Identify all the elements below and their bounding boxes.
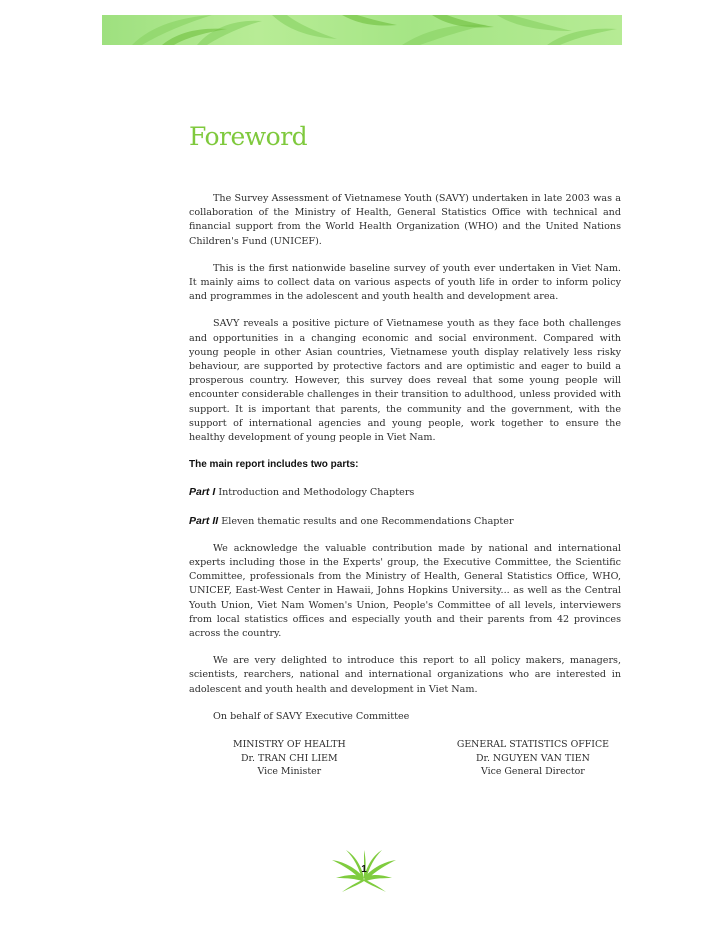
signature-right-name: Dr. NGUYEN VAN TIEN	[476, 752, 590, 764]
part-one	[189, 485, 621, 500]
signature-right-org: GENERAL STATISTICS OFFICE	[456, 739, 609, 751]
signature-left-title: Vice Minister	[257, 765, 322, 777]
page-title: Foreword	[189, 122, 308, 151]
main-report-heading: The main report includes two parts:	[189, 459, 359, 471]
page-footer	[328, 848, 400, 892]
on-behalf-line: On behalf of SAVY Executive Committee	[213, 710, 410, 722]
part-two-text: Eleven thematic results and one Recommendations Chapter	[221, 515, 514, 527]
paragraph-intro: The Survey Assessment of Vietnamese Youth (SAVY) undertaken in late 2003 was a collaboration of the Ministry of Health, General Statistics Office with technical and financial support from the World Health Organization (WHO) and the United Nations Children's Fund (UNICEF).	[189, 193, 621, 247]
signature-right	[457, 738, 609, 778]
signature-block	[189, 738, 621, 778]
paragraph-introduction-to-readers: We are very delighted to introduce this report to all policy makers, managers, scientists, rearchers, national and international organizations who are interested in adolescent and youth health and development in Viet Nam.	[189, 655, 621, 695]
paragraph-purpose: This is the first nationwide baseline survey of youth ever undertaken in Viet Nam. It mainly aims to collect data on various aspects of youth life in order to inform policy and programmes in the adolescent and youth health and development area.	[189, 262, 621, 303]
part-one-label: Part I	[189, 486, 216, 499]
signature-left	[233, 738, 346, 778]
part-two-label: Part II	[189, 514, 219, 527]
paragraph-findings: SAVY reveals a positive picture of Vietnamese youth as they face both challenges and opportunities in a changing economic and social environment. Compared with young people in other Asian countries, Vietnamese youth display relatively less risky behaviour, are supported by protective factors and are optimistic and eager to build a prosperous country. However, this survey does reveal that some young people will encounter considerable challenges in their transition to adulthood, unless provided with support. It is important that parents, the community and the government, with the support of international agencies and young people, work together to ensure the healthy development of young people in Viet Nam.	[189, 318, 621, 444]
page-number: 1	[361, 864, 367, 875]
signature-left-org: MINISTRY OF HEALTH	[233, 739, 346, 751]
part-two	[189, 514, 621, 529]
foreword-body	[189, 192, 621, 778]
signature-right-title: Vice General Director	[481, 765, 585, 777]
paragraph-acknowledgement: We acknowledge the valuable contribution made by national and international experts including those in the Experts' group, the Executive Committee, the Scientific Committee, professionals from the Ministry of Health, General Statistics Office, WHO, UNICEF, East-West Center in Hawaii, Johns Hopkins University... as well as the Central Youth Union, Viet Nam Women's Union, People's Committee of all levels, interviewers from local statistics offices and especially youth and their parents from 42 provinces across the country.	[189, 542, 621, 640]
part-one-text: Introduction and Methodology Chapters	[218, 487, 415, 499]
bamboo-leaves-banner-icon	[102, 15, 622, 45]
signature-left-name: Dr. TRAN CHI LIEM	[241, 752, 338, 764]
